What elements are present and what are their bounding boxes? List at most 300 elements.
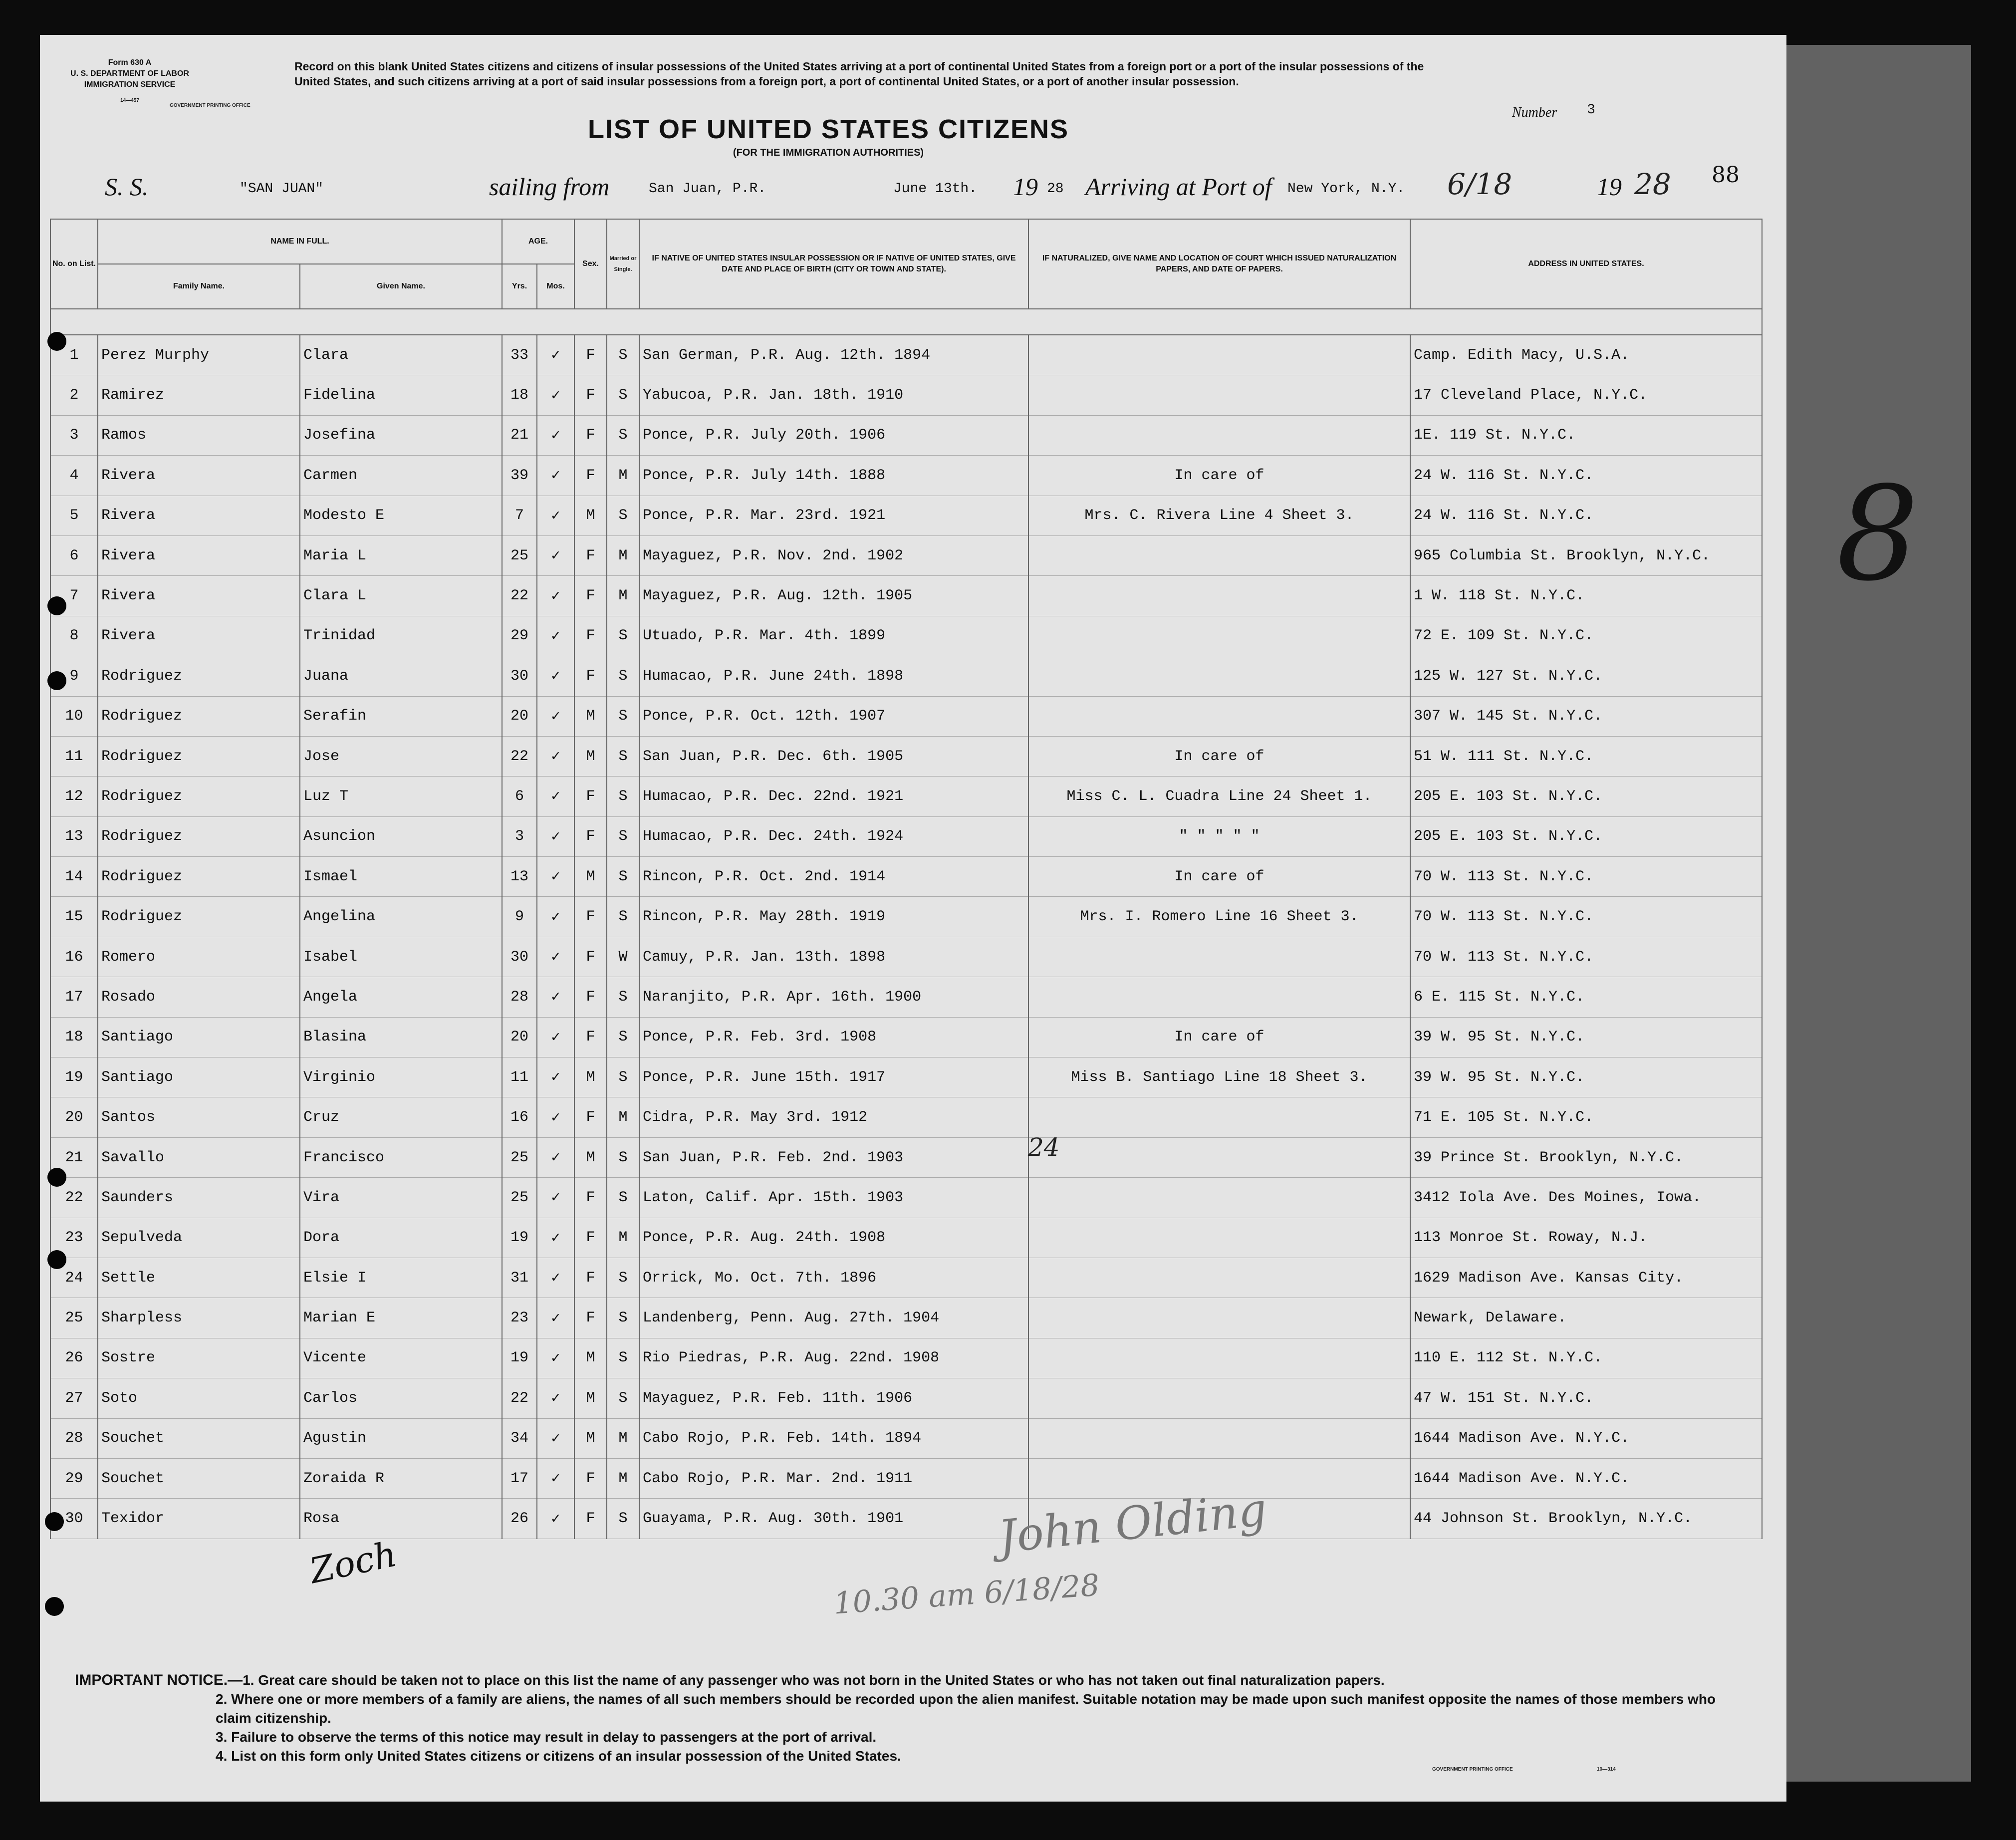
naturalization-note — [1028, 1378, 1410, 1418]
inspector-signature: John Olding — [996, 1483, 1269, 1564]
age-years: 9 — [502, 897, 537, 937]
header-yrs: Yrs. — [502, 264, 537, 309]
header-birthplace: IF NATIVE OF UNITED STATES INSULAR POSSESSION OR IF NATIVE OF UNITED STATES, GIVE DATE AND PLACE OF BIRTH (CITY OR TOWN AND STATE). — [639, 219, 1028, 309]
us-address: 39 Prince St. Brooklyn, N.Y.C. — [1410, 1137, 1762, 1177]
age-months-check: ✓ — [537, 656, 574, 696]
family-name: Rivera — [98, 535, 300, 575]
table-row — [50, 897, 1762, 937]
row-number: 11 — [50, 736, 98, 776]
table-row — [50, 616, 1762, 656]
birth-date-place: Mayaguez, P.R. Feb. 11th. 1906 — [639, 1378, 1028, 1418]
age-years: 30 — [502, 656, 537, 696]
birth-date-place: Ponce, P.R. Aug. 24th. 1908 — [639, 1218, 1028, 1258]
age-years: 6 — [502, 777, 537, 816]
sex: F — [574, 456, 607, 496]
family-name: Rodriguez — [98, 897, 300, 937]
birth-date-place: Cabo Rojo, P.R. Mar. 2nd. 1911 — [639, 1458, 1028, 1498]
given-name: Trinidad — [300, 616, 502, 656]
naturalization-note: In care of — [1028, 456, 1410, 496]
marital-status: S — [607, 696, 639, 736]
header-address: ADDRESS IN UNITED STATES. — [1410, 219, 1762, 309]
sex: F — [574, 937, 607, 977]
age-months-check: ✓ — [537, 1378, 574, 1418]
given-name: Asuncion — [300, 816, 502, 856]
table-row — [50, 1418, 1762, 1458]
notice-item-3: 3. Failure to observe the terms of this notice may result in delay to passengers at the port of arrival. — [216, 1729, 877, 1745]
given-name: Dora — [300, 1218, 502, 1258]
given-name: Jose — [300, 736, 502, 776]
us-address: 307 W. 145 St. N.Y.C. — [1410, 696, 1762, 736]
sex: F — [574, 656, 607, 696]
naturalization-note — [1028, 656, 1410, 696]
family-name: Saunders — [98, 1178, 300, 1218]
us-address: 51 W. 111 St. N.Y.C. — [1410, 736, 1762, 776]
family-name: Souchet — [98, 1458, 300, 1498]
table-row — [50, 1378, 1762, 1418]
us-address: 39 W. 95 St. N.Y.C. — [1410, 1057, 1762, 1097]
us-address: 17 Cleveland Place, N.Y.C. — [1410, 375, 1762, 415]
marital-status: S — [607, 375, 639, 415]
birth-date-place: Humacao, P.R. June 24th. 1898 — [639, 656, 1028, 696]
row-number: 29 — [50, 1458, 98, 1498]
naturalization-note — [1028, 375, 1410, 415]
age-months-check: ✓ — [537, 616, 574, 656]
given-name: Francisco — [300, 1137, 502, 1177]
naturalization-note: Miss B. Santiago Line 18 Sheet 3. — [1028, 1057, 1410, 1097]
family-name: Settle — [98, 1258, 300, 1298]
age-years: 33 — [502, 335, 537, 375]
naturalization-note — [1028, 535, 1410, 575]
sex: M — [574, 696, 607, 736]
row-number: 15 — [50, 897, 98, 937]
marital-status: S — [607, 1057, 639, 1097]
year-arrival-handwritten: 28 — [1634, 167, 1671, 201]
family-name: Rivera — [98, 576, 300, 616]
family-name: Santos — [98, 1097, 300, 1137]
birth-date-place: Ponce, P.R. Mar. 23rd. 1921 — [639, 496, 1028, 535]
row-number: 6 — [50, 535, 98, 575]
marital-status: S — [607, 656, 639, 696]
naturalization-note: " " " " " — [1028, 816, 1410, 856]
family-name: Rodriguez — [98, 656, 300, 696]
naturalization-note — [1028, 576, 1410, 616]
family-name: Rivera — [98, 616, 300, 656]
us-address: Newark, Delaware. — [1410, 1298, 1762, 1338]
table-row — [50, 656, 1762, 696]
age-years: 31 — [502, 1258, 537, 1298]
sex: F — [574, 1017, 607, 1057]
age-years: 34 — [502, 1418, 537, 1458]
given-name: Isabel — [300, 937, 502, 977]
table-row — [50, 335, 1762, 375]
age-years: 25 — [502, 1178, 537, 1218]
given-name: Clara L — [300, 576, 502, 616]
age-months-check: ✓ — [537, 857, 574, 897]
passenger-rows — [50, 335, 1762, 1539]
marital-status: S — [607, 1137, 639, 1177]
birth-date-place: Humacao, P.R. Dec. 24th. 1924 — [639, 816, 1028, 856]
age-years: 3 — [502, 816, 537, 856]
record-instructions: Record on this blank United States citizens and citizens of insular possessions of the United States arriving at a port of continental United States from a foreign port or a port of the insular possessions of the United States, and such citizens arriving at a port of said insular possessions from a foreign port, a port of continental United States, or a port of another insular possession. — [294, 60, 1424, 88]
marital-status: S — [607, 1017, 639, 1057]
birth-date-place: Ponce, P.R. July 14th. 1888 — [639, 456, 1028, 496]
family-name: Rodriguez — [98, 736, 300, 776]
family-name: Romero — [98, 937, 300, 977]
table-row — [50, 857, 1762, 897]
birth-date-place: Humacao, P.R. Dec. 22nd. 1921 — [639, 777, 1028, 816]
table-row — [50, 1057, 1762, 1097]
family-name: Sostre — [98, 1338, 300, 1378]
us-address: 205 E. 103 St. N.Y.C. — [1410, 777, 1762, 816]
given-name: Vicente — [300, 1338, 502, 1378]
given-name: Josefina — [300, 415, 502, 455]
birth-date-place: Ponce, P.R. Feb. 3rd. 1908 — [639, 1017, 1028, 1057]
marital-status: M — [607, 1097, 639, 1137]
important-notice — [75, 1671, 1722, 1766]
us-address: 1E. 119 St. N.Y.C. — [1410, 415, 1762, 455]
sex: F — [574, 1097, 607, 1137]
age-months-check: ✓ — [537, 1499, 574, 1539]
age-months-check: ✓ — [537, 1218, 574, 1258]
sex: F — [574, 535, 607, 575]
row-number: 24 — [50, 1258, 98, 1298]
age-years: 23 — [502, 1298, 537, 1338]
age-years: 19 — [502, 1218, 537, 1258]
age-months-check: ✓ — [537, 1458, 574, 1498]
notice-item-2: 2. Where one or more members of a family are aliens, the names of all such members should be recorded upon the alien manifest. Suitable notation may be made upon such manifest opposite the names of those members who claim citizenship. — [216, 1691, 1716, 1726]
given-name: Blasina — [300, 1017, 502, 1057]
row-number: 4 — [50, 456, 98, 496]
gpo-mark-bottom: GOVERNMENT PRINTING OFFICE — [1432, 1767, 1513, 1772]
birth-date-place: San Juan, P.R. Dec. 6th. 1905 — [639, 736, 1028, 776]
row-number: 23 — [50, 1218, 98, 1258]
us-address: 1629 Madison Ave. Kansas City. — [1410, 1258, 1762, 1298]
age-months-check: ✓ — [537, 496, 574, 535]
naturalization-note — [1028, 1137, 1410, 1177]
adjacent-page-stub — [1757, 45, 1971, 1782]
age-years: 20 — [502, 1017, 537, 1057]
birth-date-place: Cabo Rojo, P.R. Feb. 14th. 1894 — [639, 1418, 1028, 1458]
sex: M — [574, 1137, 607, 1177]
marital-status: M — [607, 535, 639, 575]
age-years: 26 — [502, 1499, 537, 1539]
sex: F — [574, 375, 607, 415]
age-years: 22 — [502, 736, 537, 776]
table-row — [50, 1097, 1762, 1137]
naturalization-note — [1028, 1178, 1410, 1218]
punch-hole — [45, 1512, 64, 1531]
header-no-on-list: No. on List. — [50, 219, 98, 309]
us-address: 6 E. 115 St. N.Y.C. — [1410, 977, 1762, 1017]
given-name: Luz T — [300, 777, 502, 816]
sex: M — [574, 1418, 607, 1458]
age-months-check: ✓ — [537, 1258, 574, 1298]
list-number-value: 3 — [1587, 102, 1595, 118]
age-years: 17 — [502, 1458, 537, 1498]
row-number: 25 — [50, 1298, 98, 1338]
table-row — [50, 736, 1762, 776]
age-months-check: ✓ — [537, 1057, 574, 1097]
ss-label: S. S. — [105, 173, 149, 201]
us-address: 1644 Madison Ave. N.Y.C. — [1410, 1458, 1762, 1498]
us-address: Camp. Edith Macy, U.S.A. — [1410, 335, 1762, 375]
header-naturalized: IF NATURALIZED, GIVE NAME AND LOCATION OF COURT WHICH ISSUED NATURALIZATION PAPERS, AND DATE OF PAPERS. — [1028, 219, 1410, 309]
sex: M — [574, 857, 607, 897]
us-address: 71 E. 105 St. N.Y.C. — [1410, 1097, 1762, 1137]
table-row — [50, 1458, 1762, 1498]
marital-status: S — [607, 1298, 639, 1338]
family-name: Rodriguez — [98, 696, 300, 736]
ship-name: "SAN JUAN" — [240, 181, 324, 197]
family-name: Soto — [98, 1378, 300, 1418]
birth-date-place: Naranjito, P.R. Apr. 16th. 1900 — [639, 977, 1028, 1017]
header-sex: Sex. — [574, 219, 607, 309]
birth-date-place: Landenberg, Penn. Aug. 27th. 1904 — [639, 1298, 1028, 1338]
family-name: Sepulveda — [98, 1218, 300, 1258]
marital-status: M — [607, 1418, 639, 1458]
marital-status: M — [607, 576, 639, 616]
marital-status: S — [607, 1378, 639, 1418]
naturalization-note — [1028, 937, 1410, 977]
table-row — [50, 1137, 1762, 1177]
arrival-port: New York, N.Y. — [1287, 181, 1405, 197]
marital-status: S — [607, 977, 639, 1017]
age-years: 16 — [502, 1097, 537, 1137]
inspection-time-date: 10.30 am 6/18/28 — [832, 1568, 1101, 1621]
notice-item-1: 1. Great care should be taken not to place on this list the name of any passenger who was not born in the United States or who has not taken out final naturalization papers. — [243, 1672, 1385, 1688]
table-row — [50, 977, 1762, 1017]
us-address: 110 E. 112 St. N.Y.C. — [1410, 1338, 1762, 1378]
us-address: 1 W. 118 St. N.Y.C. — [1410, 576, 1762, 616]
page-subtitle: (FOR THE IMMIGRATION AUTHORITIES) — [733, 147, 924, 158]
punch-hole — [45, 1597, 64, 1616]
given-name: Clara — [300, 335, 502, 375]
row-number: 19 — [50, 1057, 98, 1097]
marital-status: S — [607, 335, 639, 375]
family-name: Ramos — [98, 415, 300, 455]
sex: F — [574, 1458, 607, 1498]
row-number: 9 — [50, 656, 98, 696]
sex: F — [574, 1218, 607, 1258]
marital-status: S — [607, 1178, 639, 1218]
family-name: Rodriguez — [98, 777, 300, 816]
given-name: Cruz — [300, 1097, 502, 1137]
given-name: Carlos — [300, 1378, 502, 1418]
given-name: Modesto E — [300, 496, 502, 535]
notice-lead: IMPORTANT NOTICE.— — [75, 1672, 243, 1688]
family-name: Sharpless — [98, 1298, 300, 1338]
birth-date-place: Mayaguez, P.R. Nov. 2nd. 1902 — [639, 535, 1028, 575]
marital-status: S — [607, 777, 639, 816]
naturalization-note — [1028, 1418, 1410, 1458]
age-years: 19 — [502, 1338, 537, 1378]
age-years: 25 — [502, 1137, 537, 1177]
table-row — [50, 535, 1762, 575]
marital-status: S — [607, 496, 639, 535]
row-number: 30 — [50, 1499, 98, 1539]
birth-date-place: Yabucoa, P.R. Jan. 18th. 1910 — [639, 375, 1028, 415]
header-given-name: Given Name. — [300, 264, 502, 309]
year-prefix-arrival: 19 — [1597, 173, 1622, 201]
stub-handwritten-mark: 8 — [1836, 459, 1919, 610]
row-number: 21 — [50, 1137, 98, 1177]
marital-status: S — [607, 736, 639, 776]
punch-hole — [47, 1250, 66, 1269]
given-name: Serafin — [300, 696, 502, 736]
age-years: 18 — [502, 375, 537, 415]
age-years: 25 — [502, 535, 537, 575]
row-number: 18 — [50, 1017, 98, 1057]
given-name: Marian E — [300, 1298, 502, 1338]
age-months-check: ✓ — [537, 1178, 574, 1218]
family-name: Rivera — [98, 456, 300, 496]
given-name: Ismael — [300, 857, 502, 897]
sex: F — [574, 1178, 607, 1218]
initials: Zoch — [306, 1533, 400, 1592]
sailing-from-label: sailing from — [489, 173, 610, 201]
given-name: Angelina — [300, 897, 502, 937]
family-name: Souchet — [98, 1418, 300, 1458]
row-number: 7 — [50, 576, 98, 616]
age-months-check: ✓ — [537, 1298, 574, 1338]
row-number: 20 — [50, 1097, 98, 1137]
naturalization-note: Mrs. C. Rivera Line 4 Sheet 3. — [1028, 496, 1410, 535]
sex: F — [574, 335, 607, 375]
naturalization-note — [1028, 1097, 1410, 1137]
row-number: 13 — [50, 816, 98, 856]
handwritten-mark-24: 24 — [1028, 1133, 1060, 1162]
row-number: 26 — [50, 1338, 98, 1378]
arrival-date-handwritten: 6/18 — [1447, 167, 1512, 201]
given-name: Zoraida R — [300, 1458, 502, 1498]
us-address: 205 E. 103 St. N.Y.C. — [1410, 816, 1762, 856]
birth-date-place: Ponce, P.R. Oct. 12th. 1907 — [639, 696, 1028, 736]
family-name: Rodriguez — [98, 857, 300, 897]
age-months-check: ✓ — [537, 535, 574, 575]
us-address: 39 W. 95 St. N.Y.C. — [1410, 1017, 1762, 1057]
naturalization-note — [1028, 696, 1410, 736]
age-months-check: ✓ — [537, 1137, 574, 1177]
sex: M — [574, 1378, 607, 1418]
birth-date-place: Ponce, P.R. July 20th. 1906 — [639, 415, 1028, 455]
sex: F — [574, 415, 607, 455]
age-months-check: ✓ — [537, 576, 574, 616]
row-number: 22 — [50, 1178, 98, 1218]
family-name: Rivera — [98, 496, 300, 535]
table-row — [50, 777, 1762, 816]
sex: F — [574, 777, 607, 816]
given-name: Carmen — [300, 456, 502, 496]
us-address: 24 W. 116 St. N.Y.C. — [1410, 456, 1762, 496]
us-address: 3412 Iola Ave. Des Moines, Iowa. — [1410, 1178, 1762, 1218]
family-name: Ramirez — [98, 375, 300, 415]
header-married-single: Married or Single. — [607, 219, 639, 309]
us-address: 44 Johnson St. Brooklyn, N.Y.C. — [1410, 1499, 1762, 1539]
passenger-table — [50, 219, 1763, 1539]
us-address: 1644 Madison Ave. N.Y.C. — [1410, 1418, 1762, 1458]
birth-date-place: San German, P.R. Aug. 12th. 1894 — [639, 335, 1028, 375]
marital-status: S — [607, 1338, 639, 1378]
header-age: AGE. — [502, 219, 574, 264]
given-name: Fidelina — [300, 375, 502, 415]
naturalization-note: Miss C. L. Cuadra Line 24 Sheet 1. — [1028, 777, 1410, 816]
naturalization-note — [1028, 1258, 1410, 1298]
row-number: 14 — [50, 857, 98, 897]
us-address: 72 E. 109 St. N.Y.C. — [1410, 616, 1762, 656]
row-number: 8 — [50, 616, 98, 656]
row-number: 16 — [50, 937, 98, 977]
departure-date: June 13th. — [893, 181, 978, 197]
table-row — [50, 496, 1762, 535]
age-years: 7 — [502, 496, 537, 535]
table-row — [50, 456, 1762, 496]
table-row — [50, 415, 1762, 455]
us-address: 965 Columbia St. Brooklyn, N.Y.C. — [1410, 535, 1762, 575]
us-address: 113 Monroe St. Roway, N.J. — [1410, 1218, 1762, 1258]
age-months-check: ✓ — [537, 937, 574, 977]
age-months-check: ✓ — [537, 736, 574, 776]
age-years: 22 — [502, 1378, 537, 1418]
punch-hole — [47, 671, 66, 690]
family-name: Santiago — [98, 1017, 300, 1057]
row-number: 5 — [50, 496, 98, 535]
given-name: Elsie I — [300, 1258, 502, 1298]
table-row — [50, 1178, 1762, 1218]
marital-status: M — [607, 456, 639, 496]
us-address: 24 W. 116 St. N.Y.C. — [1410, 496, 1762, 535]
table-row — [50, 1258, 1762, 1298]
notice-item-4: 4. List on this form only United States citizens or citizens of an insular possession of the United States. — [216, 1748, 901, 1764]
sex: F — [574, 1258, 607, 1298]
age-years: 30 — [502, 937, 537, 977]
family-name: Perez Murphy — [98, 335, 300, 375]
us-address: 125 W. 127 St. N.Y.C. — [1410, 656, 1762, 696]
given-name: Vira — [300, 1178, 502, 1218]
naturalization-note: In care of — [1028, 1017, 1410, 1057]
table-row — [50, 816, 1762, 856]
sex: F — [574, 1499, 607, 1539]
birth-date-place: San Juan, P.R. Feb. 2nd. 1903 — [639, 1137, 1028, 1177]
age-months-check: ✓ — [537, 816, 574, 856]
given-name: Angela — [300, 977, 502, 1017]
birth-date-place: Rincon, P.R. Oct. 2nd. 1914 — [639, 857, 1028, 897]
table-row — [50, 1338, 1762, 1378]
marital-status: S — [607, 1258, 639, 1298]
naturalization-note: Mrs. I. Romero Line 16 Sheet 3. — [1028, 897, 1410, 937]
naturalization-note — [1028, 415, 1410, 455]
sex: M — [574, 1057, 607, 1097]
punch-hole — [47, 1168, 66, 1187]
age-months-check: ✓ — [537, 415, 574, 455]
marital-status: S — [607, 897, 639, 937]
age-years: 39 — [502, 456, 537, 496]
year-prefix-departure: 19 — [1013, 173, 1038, 201]
family-name: Santiago — [98, 1057, 300, 1097]
age-years: 21 — [502, 415, 537, 455]
age-years: 22 — [502, 576, 537, 616]
given-name: Juana — [300, 656, 502, 696]
sex: M — [574, 496, 607, 535]
marital-status: S — [607, 857, 639, 897]
birth-date-place: Utuado, P.R. Mar. 4th. 1899 — [639, 616, 1028, 656]
birth-date-place: Guayama, P.R. Aug. 30th. 1901 — [639, 1499, 1028, 1539]
age-months-check: ✓ — [537, 1338, 574, 1378]
birth-date-place: Orrick, Mo. Oct. 7th. 1896 — [639, 1258, 1028, 1298]
marital-status: S — [607, 816, 639, 856]
us-address: 70 W. 113 St. N.Y.C. — [1410, 937, 1762, 977]
birth-date-place: Rincon, P.R. May 28th. 1919 — [639, 897, 1028, 937]
row-number: 17 — [50, 977, 98, 1017]
